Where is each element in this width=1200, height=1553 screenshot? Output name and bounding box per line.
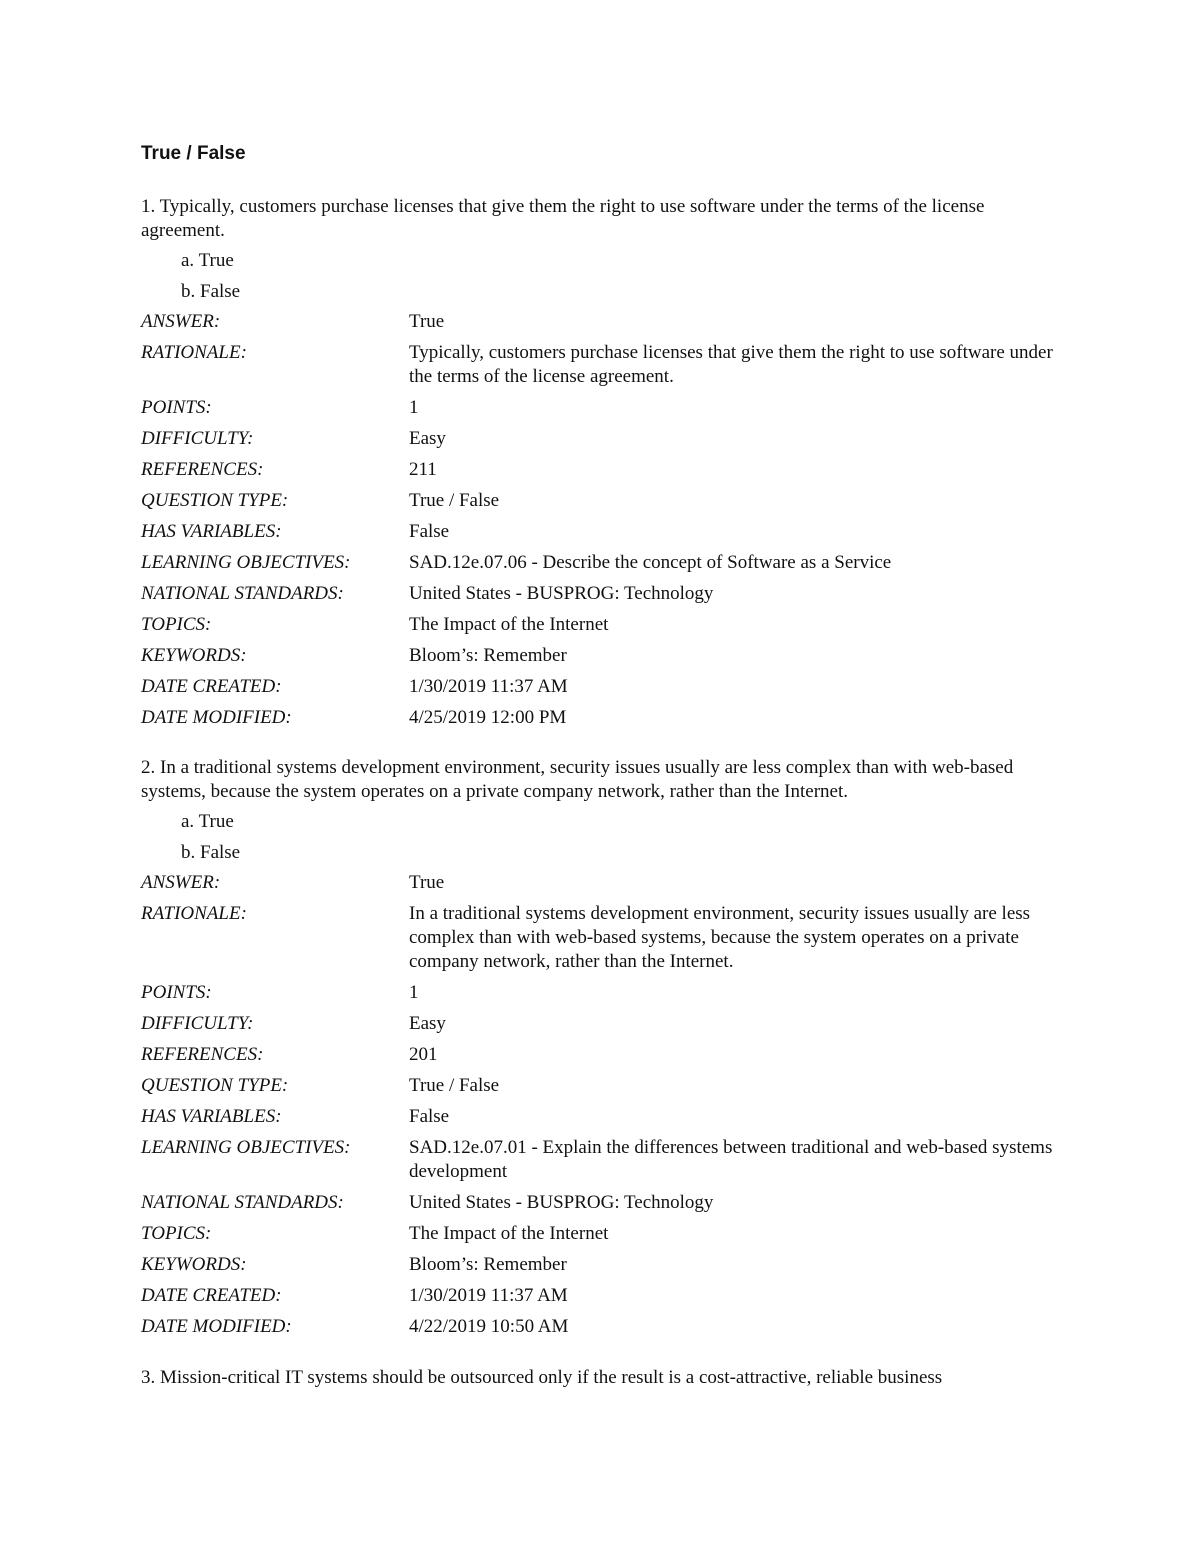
- topics-row: [141, 1219, 1061, 1250]
- points-label: POINTS:: [141, 982, 212, 1003]
- national-standards-value: United States - BUSPROG: Technology: [409, 583, 714, 604]
- question-type-label: QUESTION TYPE:: [141, 1075, 289, 1096]
- topics-value: The Impact of the Internet: [409, 1223, 609, 1244]
- references-value: 201: [409, 1044, 438, 1065]
- keywords-value: Bloom’s: Remember: [409, 1254, 567, 1275]
- question-3-text: 3. Mission-critical IT systems should be outsourced only if the result is a cost-attractive, reliable business: [141, 1367, 943, 1388]
- date-modified-value: 4/22/2019 10:50 AM: [409, 1316, 569, 1337]
- question-text: 2. In a traditional systems development environment, security issues usually are less complex than with web-based systems, because the system operates on a private company network, rather than the Internet.: [141, 757, 1014, 802]
- answer-row: [141, 307, 1061, 338]
- question-text: 1. Typically, customers purchase licenses that give them the right to use software under the terms of the license agreement.: [141, 196, 985, 241]
- answer-label: ANSWER:: [141, 311, 221, 332]
- points-value: 1: [409, 397, 419, 418]
- has-variables-row: [141, 517, 1061, 548]
- question-1: [141, 195, 1061, 734]
- references-label: REFERENCES:: [141, 459, 264, 480]
- learning-objectives-row: [141, 1133, 1061, 1188]
- rationale-label: RATIONALE:: [141, 342, 247, 363]
- points-row: [141, 978, 1061, 1009]
- question-type-row: [141, 486, 1061, 517]
- topics-label: TOPICS:: [141, 1223, 212, 1244]
- question-type-label: QUESTION TYPE:: [141, 490, 289, 511]
- national-standards-value: United States - BUSPROG: Technology: [409, 1192, 714, 1213]
- points-value: 1: [409, 982, 419, 1003]
- rationale-value: Typically, customers purchase licenses that give them the right to use software under the terms of the license agreement.: [409, 342, 1053, 387]
- keywords-label: KEYWORDS:: [141, 645, 247, 666]
- difficulty-row: [141, 1009, 1061, 1040]
- answer-row: [141, 868, 1061, 899]
- topics-label: TOPICS:: [141, 614, 212, 635]
- keywords-label: KEYWORDS:: [141, 1254, 247, 1275]
- date-modified-row: [141, 703, 1061, 734]
- keywords-value: Bloom’s: Remember: [409, 645, 567, 666]
- has-variables-value: False: [409, 1106, 450, 1127]
- topics-value: The Impact of the Internet: [409, 614, 609, 635]
- date-modified-value: 4/25/2019 12:00 PM: [409, 707, 567, 728]
- rationale-row: [141, 338, 1061, 393]
- has-variables-row: [141, 1102, 1061, 1133]
- date-modified-label: DATE MODIFIED:: [141, 1316, 292, 1337]
- references-row: [141, 455, 1061, 486]
- references-label: REFERENCES:: [141, 1044, 264, 1065]
- question-type-value: True / False: [409, 490, 500, 511]
- learning-objectives-label: LEARNING OBJECTIVES:: [141, 1137, 351, 1158]
- national-standards-label: NATIONAL STANDARDS:: [141, 1192, 344, 1213]
- points-row: [141, 393, 1061, 424]
- keywords-row: [141, 1250, 1061, 1281]
- national-standards-row: [141, 1188, 1061, 1219]
- question-type-row: [141, 1071, 1061, 1102]
- date-created-value: 1/30/2019 11:37 AM: [409, 676, 568, 697]
- national-standards-label: NATIONAL STANDARDS:: [141, 583, 344, 604]
- points-label: POINTS:: [141, 397, 212, 418]
- question-metadata: [141, 868, 1061, 1343]
- topics-row: [141, 610, 1061, 641]
- difficulty-value: Easy: [409, 428, 446, 449]
- choice-list: [141, 245, 1061, 307]
- answer-value: True: [409, 872, 445, 893]
- learning-objectives-row: [141, 548, 1061, 579]
- question-metadata: [141, 307, 1061, 734]
- question-type-value: True / False: [409, 1075, 500, 1096]
- national-standards-row: [141, 579, 1061, 610]
- references-value: 211: [409, 459, 437, 480]
- section-title: True / False: [141, 143, 246, 164]
- choice-b: b. False: [181, 842, 241, 863]
- learning-objectives-label: LEARNING OBJECTIVES:: [141, 552, 351, 573]
- difficulty-label: DIFFICULTY:: [141, 1013, 254, 1034]
- learning-objectives-value: SAD.12e.07.01 - Explain the differences between traditional and web-based systems development: [409, 1137, 1053, 1182]
- answer-label: ANSWER:: [141, 872, 221, 893]
- question-2: [141, 756, 1061, 1343]
- rationale-value: In a traditional systems development environment, security issues usually are less complex than with web-based systems, because the system operates on a private company network, rather than the Internet.: [409, 903, 1031, 972]
- date-created-label: DATE CREATED:: [141, 1285, 282, 1306]
- date-created-value: 1/30/2019 11:37 AM: [409, 1285, 568, 1306]
- answer-value: True: [409, 311, 445, 332]
- has-variables-label: HAS VARIABLES:: [141, 1106, 282, 1127]
- date-created-row: [141, 672, 1061, 703]
- difficulty-value: Easy: [409, 1013, 446, 1034]
- choice-b: b. False: [181, 281, 241, 302]
- references-row: [141, 1040, 1061, 1071]
- date-created-row: [141, 1281, 1061, 1312]
- difficulty-row: [141, 424, 1061, 455]
- choice-a: a. True: [181, 250, 234, 271]
- date-modified-row: [141, 1312, 1061, 1343]
- choice-a: a. True: [181, 811, 234, 832]
- rationale-label: RATIONALE:: [141, 903, 247, 924]
- has-variables-label: HAS VARIABLES:: [141, 521, 282, 542]
- date-created-label: DATE CREATED:: [141, 676, 282, 697]
- choice-list: [141, 806, 1061, 868]
- rationale-row: [141, 899, 1061, 978]
- difficulty-label: DIFFICULTY:: [141, 428, 254, 449]
- has-variables-value: False: [409, 521, 450, 542]
- date-modified-label: DATE MODIFIED:: [141, 707, 292, 728]
- learning-objectives-value: SAD.12e.07.06 - Describe the concept of Software as a Service: [409, 552, 892, 573]
- keywords-row: [141, 641, 1061, 672]
